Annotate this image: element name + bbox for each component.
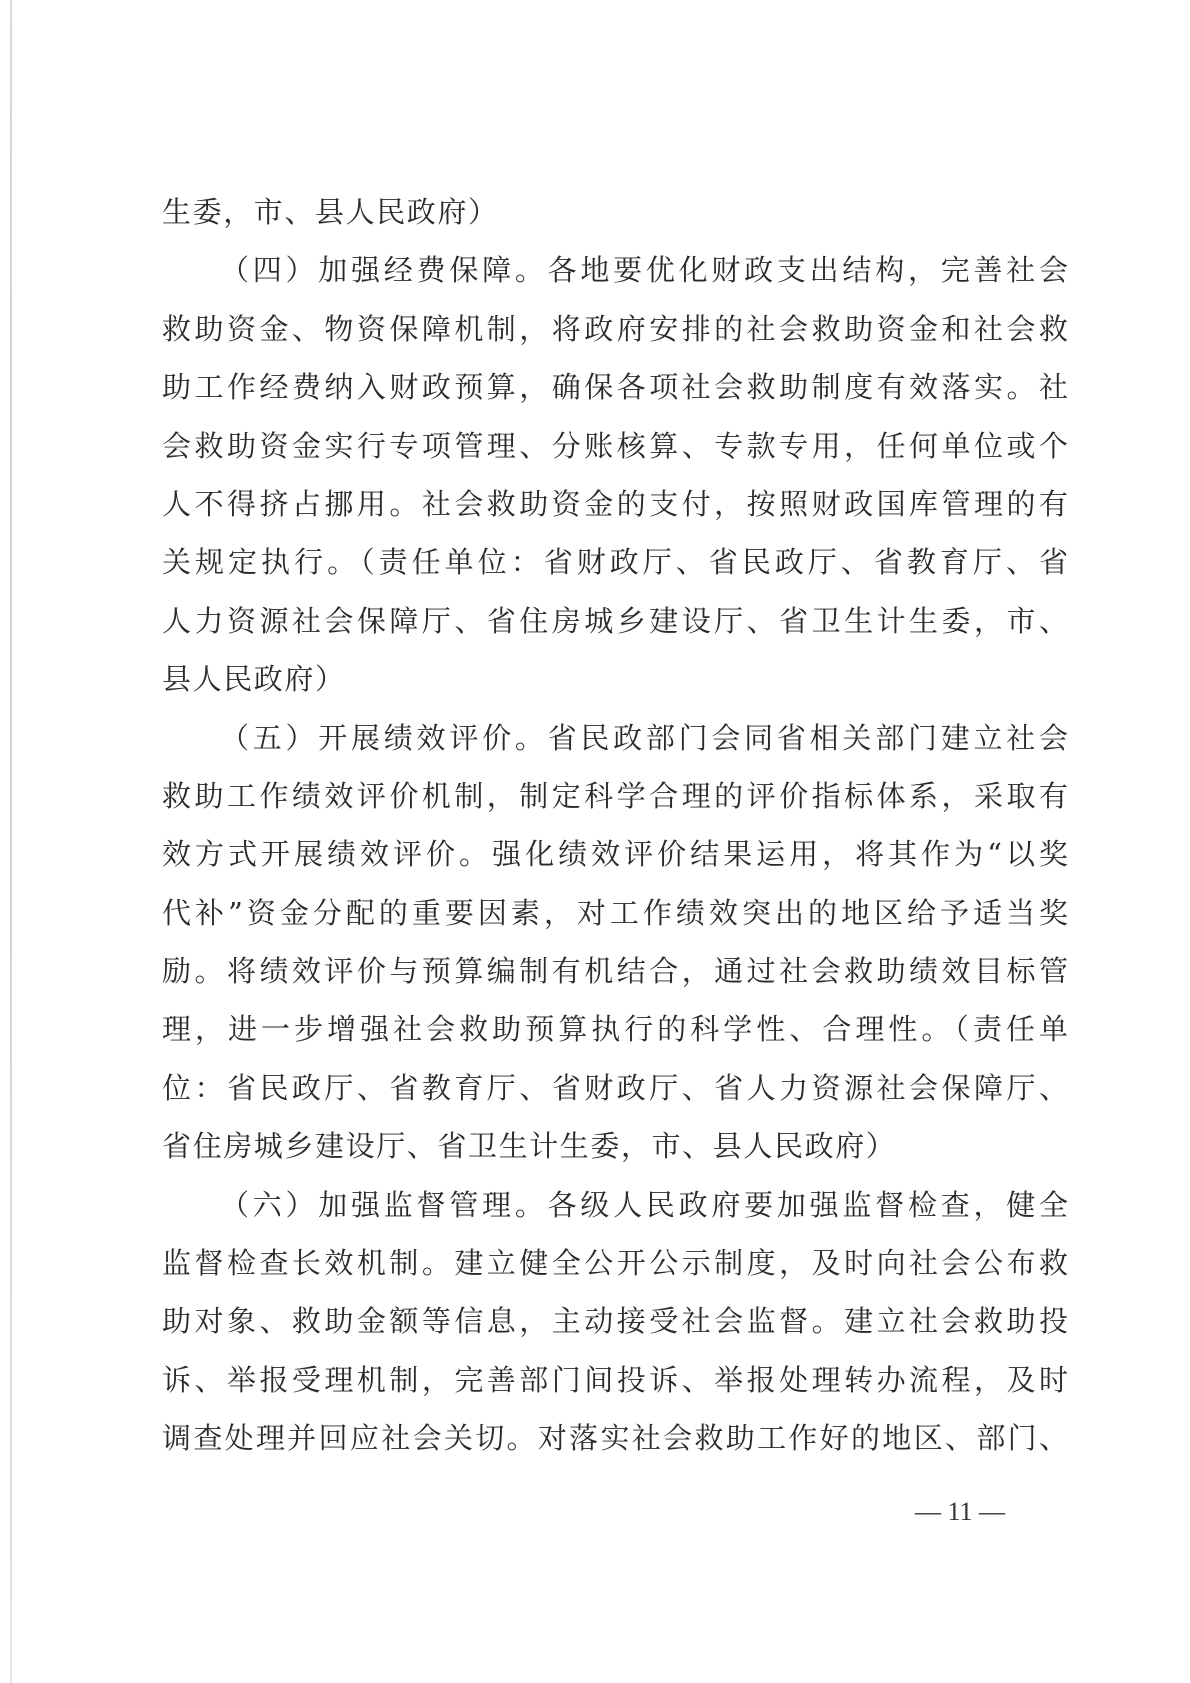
text-line: 助工作经费纳入财政预算，确保各项社会救助制度有效落实。社 [162,370,1068,405]
text-line: 救助资金、物资保障机制，将政府安排的社会救助资金和社会救 [162,311,1068,346]
text-line: 助对象、救助金额等信息，主动接受社会监督。建立社会救助投 [162,1304,1068,1339]
text-line: 县人民政府） [162,662,346,697]
text-line: 励。将绩效评价与预算编制有机结合，通过社会救助绩效目标管 [162,954,1068,989]
text-line: 位：省民政厅、省教育厅、省财政厅、省人力资源社会保障厅、 [162,1070,1068,1105]
text-line: 人力资源社会保障厅、省住房城乡建设厅、省卫生计生委，市、 [162,603,1068,638]
paragraph-heading-4: （四）加强经费保障。各地要优化财政支出结构，完善社会 [220,253,1068,288]
paragraph-heading-6: （六）加强监督管理。各级人民政府要加强监督检查，健全 [220,1187,1068,1222]
text-line: 会救助资金实行专项管理、分账核算、专款专用，任何单位或个 [162,428,1068,463]
text-line: 人不得挤占挪用。社会救助资金的支付，按照财政国库管理的有 [162,486,1068,521]
text-line: 省住房城乡建设厅、省卫生计生委，市、县人民政府） [162,1129,897,1164]
text-line: 生委，市、县人民政府） [162,195,499,229]
text-line: 诉、举报受理机制，完善部门间投诉、举报处理转办流程，及时 [162,1362,1068,1397]
text-line: 关规定执行。（责任单位：省财政厅、省民政厅、省教育厅、省 [162,545,1068,580]
text-line: 救助工作绩效评价机制，制定科学合理的评价指标体系，采取有 [162,778,1068,813]
paragraph-heading-5: （五）开展绩效评价。省民政部门会同省相关部门建立社会 [220,720,1068,755]
text-line: 代补”资金分配的重要因素，对工作绩效突出的地区给予适当奖 [162,895,1068,930]
page-number: — 11 — [915,1497,1006,1526]
text-line: 效方式开展绩效评价。强化绩效评价结果运用，将其作为“以奖 [162,837,1068,872]
text-line: 调查处理并回应社会关切。对落实社会救助工作好的地区、部门、 [162,1421,1068,1456]
scan-edge-line [10,0,12,1683]
text-line: 监督检查长效机制。建立健全公开公示制度，及时向社会公布救 [162,1246,1068,1281]
document-body [162,183,1068,1468]
text-line: 理，进一步增强社会救助预算执行的科学性、合理性。（责任单 [162,1012,1068,1047]
